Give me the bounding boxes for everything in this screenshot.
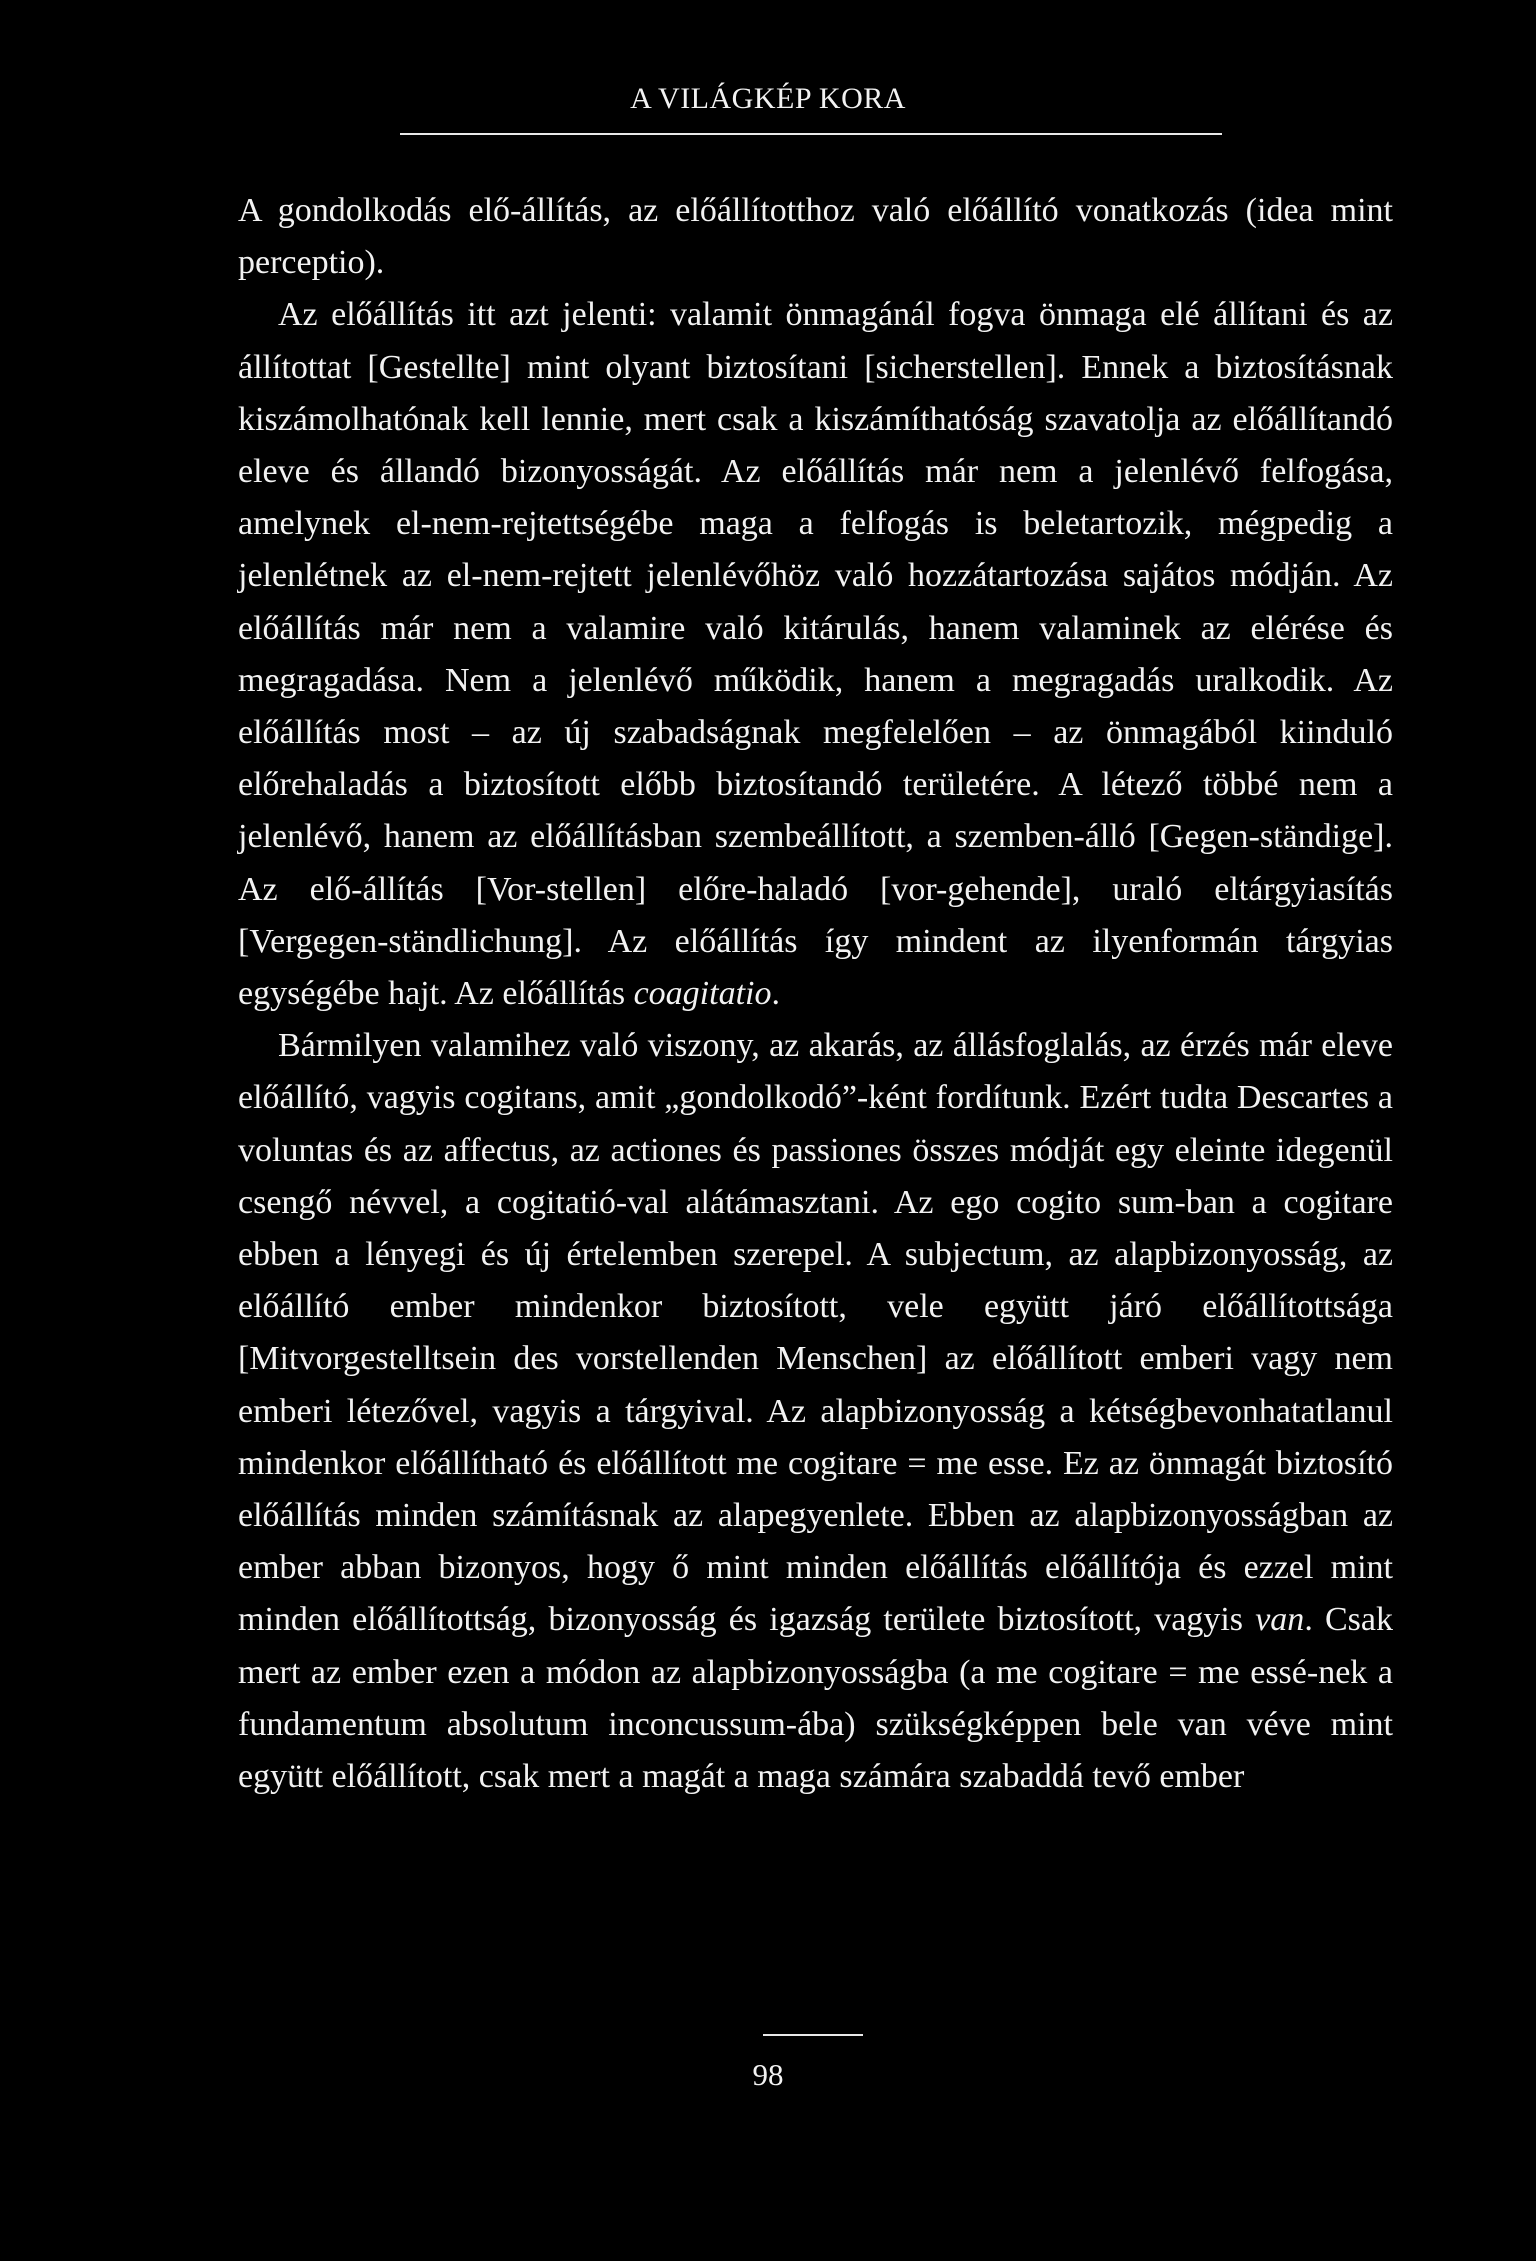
page-number: 98 — [752, 2057, 784, 2092]
footer-rule — [763, 2034, 863, 2036]
paragraph-2-text: Az előállítás itt azt jelenti: valamit önmagánál fogva önmaga elé állítani és az állítottat [Gestellte] mint olyant biztosítani [sicherstellen]. Ennek a biztosításnak kiszámolhatónak kell lennie, mert csak a kiszámíthatóság szavatolja az előállítandó eleve és állandó bizonyosságát. Az előállítás már nem a jelenlévő felfogása, amelynek el-nem-rejtettségébe maga a felfogás is beletartozik, mégpedig a jelenlétnek az el-nem-rejtett jelenlévőhöz való hozzátartozása sajátos módján. Az előállítás már nem a valamire való kitárulás, hanem valaminek az elérése és megragadása. Nem a jelenlévő működik, hanem a megragadás uralkodik. Az előállítás most – az új szabadságnak megfelelően – az önmagából kiinduló előrehaladás a biztosított előbb biztosítandó területére. A létező többé nem a jelenlévő, hanem az előállításban szembeállított, a szemben-álló [Gegen-ständige]. Az elő-állítás [Vor-stellen] előre-haladó [vor-gehende], uraló eltárgyiasítás [Vergegen-ständlichung]. Az előállítás így mindent az ilyenformán tárgyias egységébe hajt. Az előállítás — [238, 296, 1393, 1013]
paragraph-3-text: Bármilyen valamihez való viszony, az akarás, az állásfoglalás, az érzés már eleve előállító, vagyis cogitans, amit „gondolkodó”-ként fordítunk. Ezért tudta Descartes a voluntas és az affectus, az actiones és passiones összes módját egy eleinte idegenül csengő névvel, a cogitatió-val alátámasztani. Az ego cogito sum-ban a cogitare ebben a lényegi és új értelemben szerepel. A subjectum, az alapbizonyosság, az előállító ember mindenkor biztosított, vele együtt járó előállítottsága [Mitvorgestelltsein des vorstellenden Menschen] az előállított emberi vagy nem emberi létezővel, vagyis a tárgyival. Az alapbizonyosság a kétségbevonhatatlanul mindenkor előállítható és előállított me cogitare = me esse. Ez az önmagát biztosító előállítás minden számításnak az alapegyenlete. Ebben az alapbizonyosságban az ember abban bizonyos, hogy ő mint minden előállítás előállítója és ezzel mint minden előállítottság, bizonyosság és igazság területe biztosított, vagyis — [238, 1027, 1393, 1639]
paragraph-3-italic: van — [1255, 1601, 1305, 1639]
paragraph-1: A gondolkodás elő-állítás, az előállítotthoz való előállító vonatkozás (idea mint perceptio). — [238, 192, 1393, 282]
running-title: A VILÁGKÉP KORA — [630, 82, 906, 115]
body-text — [238, 185, 1393, 1803]
paragraph-2-end: . — [771, 975, 780, 1013]
paragraph-3 — [238, 1020, 1393, 1803]
paragraph-2 — [238, 289, 1393, 1020]
paragraph-2-italic: coagitatio — [633, 975, 772, 1013]
header-rule — [400, 133, 1222, 135]
paragraph-3-end: . Csak mert az ember ezen a módon az alapbizonyosságba (a me cogitare = me essé-nek a fundamentum absolutum inconcussum-ába) szükségképpen bele van véve mint együtt előállított, csak mert a magát a maga számára szabaddá tevő ember — [238, 1601, 1394, 1796]
